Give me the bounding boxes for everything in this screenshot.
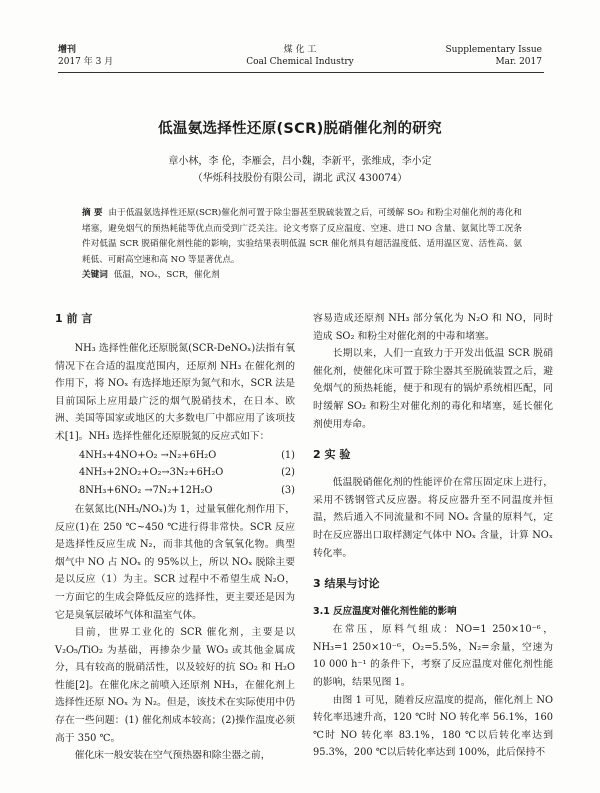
experiment-paragraph: 低温脱硝催化剂的性能评价在常压固定床上进行，采用不锈钢管式反应器。将反应器升至不同温度并恒温，然后通入不同流量和不同 NOₓ 含量的原料气，定时在反应器出口取样测定气体中 NOₓ 含量，计算 NOₓ 转化率。 (313, 477, 553, 559)
section-1-heading: 1 前 言 (55, 312, 93, 325)
header-date: 2017 年 3 月 (58, 57, 114, 67)
author-list: 章小林，李 伦，李雁会，吕小魏，李新平，张维成，李小定 (168, 156, 432, 167)
journal-name-en: Coal Chemical Industry (246, 57, 354, 67)
equation-3-number: (3) (281, 485, 295, 497)
equation-2 (55, 464, 295, 482)
intro-paragraph-5: 长期以来，人们一直致力于开发出低温 SCR 脱硝催化剂，使催化床可置于除尘器其至脱硫装置之后，避免烟气的预热耗能，便于和现有的锅炉系统相匹配，同时缓解 SO₂ 和粉尘对催化剂的毒化和堵塞，延长催化剂使用寿命。 (313, 348, 553, 430)
equation-2-number: (2) (281, 467, 295, 479)
equation-1 (55, 447, 295, 465)
results-paragraph-2: 由图 1 可见，随着反应温度的提高，催化剂上 NO 转化率迅速升高，120 ℃时 NO 转化率 56.1%，160 ℃时 NO 转化率 83.1%，180 ℃以后转化率达到 95.3%，200 ℃以后转化率达到 100%，此后保持不 (313, 694, 553, 759)
header-issue-label: 增刊 (58, 45, 77, 55)
abstract-label: 摘 要 (82, 208, 103, 218)
intro-paragraph-4: 催化床一般安装在空气预热器和除尘器之前， (74, 750, 271, 762)
equation-1-expr: 4NH₃+4NO+O₂ →N₂+6H₂O (79, 449, 217, 461)
section-2-heading: 2 实 验 (313, 448, 351, 462)
results-paragraph-1: 在常压，原料气组成：NO=1 250×10⁻⁶，NH₃=1 250×10⁻⁶，O₂=5.5%，N₂=余量，空速为 10 000 h⁻¹ 的条件下，考察了反应温度对催化剂性能的影响，结果见图 1。 (313, 624, 553, 688)
equation-1-number: (1) (281, 449, 295, 461)
intro-paragraph-2: 在氨氮比(NH₃/NOₓ)为 1，过量氧催化剂作用下，反应(1)在 250 ℃~450 ℃进行得非常快。SCR 反应是选择性反应生成 N₂，而非其他的含氧氧化物。典型烟气中 NO 占 NOₓ 的 95%以上，所以 NOₓ 脱除主要是以反应（1）为主。SCR 过程中不希望生成 N₂O，一方面它的生成会降低反应的选择性，更主要还是因为它是臭氧层破坏气体和温室气体。 (55, 503, 295, 621)
keywords-text: 低温，NOₓ，SCR，催化剂 (113, 270, 220, 280)
header-divider (58, 72, 544, 73)
keywords (82, 268, 522, 282)
equation-3 (55, 482, 295, 500)
abstract (82, 206, 522, 268)
right-column (313, 310, 553, 762)
keywords-label: 关键词 (82, 270, 108, 280)
paper-title: 低温氨选择性还原(SCR)脱硝催化剂的研究 (158, 121, 442, 137)
header-month: Mar. 2017 (495, 57, 542, 67)
equation-list (55, 447, 295, 500)
running-header-right (446, 44, 543, 68)
journal-name-cn: 煤 化 工 (283, 45, 317, 55)
equation-2-expr: 4NH₃+2NO₂+O₂→3N₂+6H₂O (79, 467, 224, 479)
header-supplementary: Supplementary Issue (445, 45, 542, 55)
section-3-heading: 3 结果与讨论 (313, 577, 380, 591)
intro-paragraph-3: 目前，世界工业化的 SCR 催化剂，主要是以 V₂O₅/TiO₂ 为基础，再掺杂少量 WO₃ 或其他金属成分，具有较高的脱硝活性，以及较好的抗 SO₂ 和 H₂O 性能[2]。在催化床之前喷入还原剂 NH₃，在催化剂上选择性还原 NOₓ 为 N₂。但是，该技术在实际使用中仍存在一些问题：(1) 催化剂成本较高；(2)操作温度必须高于 350 ℃。 (55, 627, 295, 744)
abstract-text: 由于低温氨选择性还原(SCR)催化剂可置于除尘器甚至脱硫装置之后，可缓解 SO₂ 和粉尘对催化剂的毒化和堵塞，避免烟气的预热耗能等优点而受到广泛关注。论文考察了反应温度、空速、进口 NO 含量、氨氮比等工况条件对低温 SCR 脱硝催化剂性能的影响，实验结果表明低温 SCR 催化剂具有超活温度低、适用温区宽、活性高、氨耗低、可耐高空速和高 NO 等显著优点。 (82, 208, 522, 265)
left-column (55, 310, 295, 765)
subsection-3-1-heading: 3.1 反应温度对催化剂性能的影响 (313, 606, 457, 618)
intro-paragraph-1: NH₃ 选择性催化还原脱氮(SCR-DeNOₓ)法指有氧情况下在合适的温度范围内，还原剂 NH₃ 在催化剂的作用下，将 NOₓ 有选择地还原为氮气和水，SCR 法是目前国际上应用最广泛的烟气脱硝技术，在日本、欧洲、美国等国家或地区的大多数电厂中都应用了该项技术[1]。NH₃ 选择性催化还原脱氮的反应式如下： (55, 343, 295, 442)
intro-paragraph-4-continued: 容易造成还原剂 NH₃ 部分氧化为 N₂O 和 NO，同时造成 SO₂ 和粉尘对催化剂的中毒和堵塞。 (313, 313, 553, 342)
affiliation: （华烁科技股份有限公司，湖北 武汉 430074） (192, 173, 408, 184)
equation-3-expr: 8NH₃+6NO₂ →7N₂+12H₂O (79, 485, 213, 497)
